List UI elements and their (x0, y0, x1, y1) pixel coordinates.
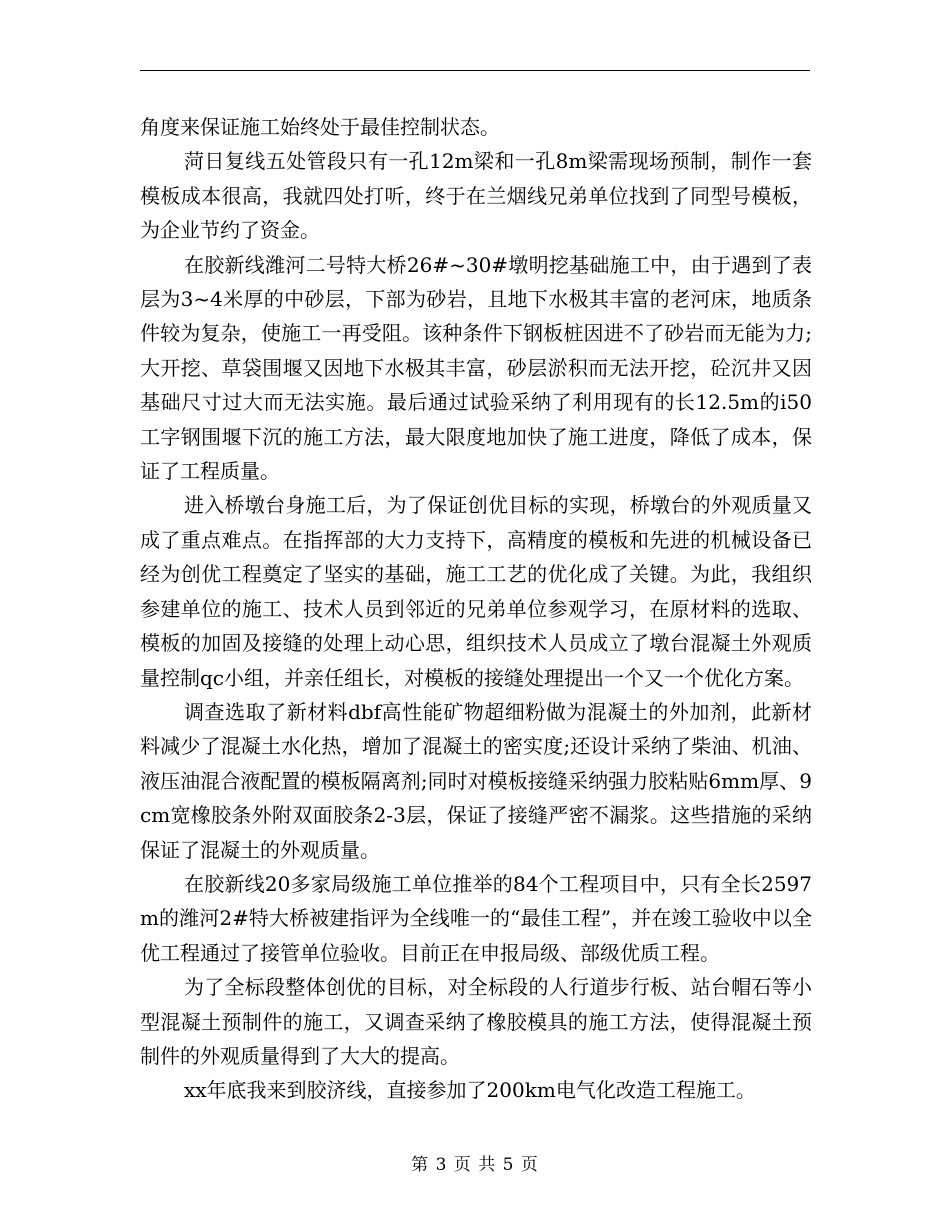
paragraph-best-project: 在胶新线20多家局级施工单位推举的84个工程项目中，只有全长2597m的潍河2#特大桥被建指评为全线唯一的“最佳工程”，并在竣工验收中以全优工程通过了接管单位验收。目前正在申报局级、部级优质工程。 (140, 871, 812, 965)
paragraph-pier-quality: 进入桥墩台身施工后，为了保证创优目标的实现，桥墩台的外观质量又成了重点难点。在指挥部的大力支持下，高精度的模板和先进的机械设备已经为创优工程奠定了坚实的基础，施工工艺的优化成了关键。为此，我组织参建单位的施工、技术人员到邻近的兄弟单位参观学习，在原材料的选取、模板的加固及接缝的处理上动心思，组织技术人员成立了墩台混凝土外观质量控制qc小组，并亲任组长，对模板的接缝处理提出一个又一个优化方案。 (140, 493, 812, 690)
paragraph-electrification: xx年底我来到胶济线，直接参加了200km电气化改造工程施工。 (184, 1078, 756, 1103)
paragraph-new-materials: 调查选取了新材料dbf高性能矿物超细粉做为混凝土的外加剂，此新材料减少了混凝土水化热，增加了混凝土的密实度;还设计采纳了柴油、机油、液压油混合液配置的模板隔离剂;同时对模板接缝采纳强力胶粘贴6mm厚、9cm宽橡胶条外附双面胶条2-3层，保证了接缝严密不漏浆。这些措施的采纳保证了混凝土的外观质量。 (140, 699, 812, 862)
header-rule (140, 70, 810, 71)
paragraph-foundation-construction: 在胶新线潍河二号特大桥26#~30#墩明挖基础施工中，由于遇到了表层为3~4米厚的中砂层，下部为砂岩，且地下水极其丰富的老河床，地质条件较为复杂，使施工一再受阻。该种条件下钢板桩因进不了砂岩而无能为力;大开挖、草袋围堰又因地下水极其丰富，砂层淤积而无法开挖，砼沉井又因基础尺寸过大而无法实施。最后通过试验采纳了利用现有的长12.5m的i50工字钢围堰下沉的施工方法，最大限度地加快了施工进度，降低了成本，保证了工程质量。 (140, 252, 812, 484)
paragraph-formwork-sourcing: 菏日复线五处管段只有一孔12m梁和一孔8m梁需现场预制，制作一套模板成本很高，我就四处打听，终于在兰烟线兄弟单位找到了同型号模板，为企业节约了资金。 (140, 149, 812, 243)
page-number-footer: 第 3 页 共 5 页 (411, 1155, 539, 1175)
paragraph-continuation: 角度来保证施工始终处于最佳控制状态。 (140, 115, 500, 139)
document-body (140, 110, 812, 1108)
paragraph-prefabricated-parts: 为了全标段整体创优的目标，对全标段的人行道步行板、站台帽石等小型混凝土预制件的施工，又调查采纳了橡胶模具的施工方法，使得混凝土预制件的外观质量得到了大大的提高。 (140, 975, 812, 1068)
